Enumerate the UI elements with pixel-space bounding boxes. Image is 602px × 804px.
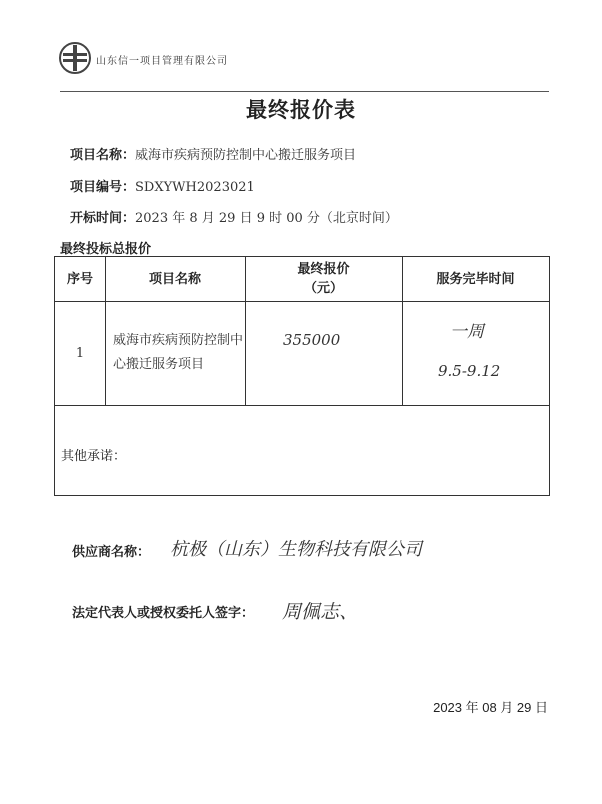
representative-signature: 周佩志、 [282,601,359,623]
header-price: 最终报价 （元） [297,262,350,296]
header-divider [60,91,549,92]
project-no-value: SDXYWH2023021 [135,180,255,195]
representative-label: 法定代表人或授权委托人签字： [72,606,255,621]
project-name-value: 威海市疾病预防控制中心搬迁服务项目 [135,148,357,163]
project-no-field [70,176,255,195]
row-name: 威海市疾病预防控制中心搬迁服务项目 [113,333,244,372]
open-time-field [70,207,398,226]
supplier-name-handwritten: 杭极（山东）生物科技有限公司 [170,539,422,560]
header-name: 项目名称 [148,271,201,287]
open-time-value: 2023 年 8 月 29 日 9 时 00 分（北京时间） [135,211,398,226]
row-completion-period: 一周 [450,322,484,342]
header-completion: 服务完毕时间 [436,271,515,287]
page-title: 最终报价表 [246,98,356,122]
project-no-label: 项目编号： [70,180,136,195]
document-date: 2023 年 08 月 29 日 [433,700,548,715]
row-no: 1 [75,345,85,361]
table-rule [55,405,549,406]
section-title: 最终投标总报价 [60,242,152,257]
project-name-label: 项目名称： [70,148,136,163]
supplier-label: 供应商名称： [72,545,151,560]
open-time-label: 开标时间： [70,211,136,226]
quote-table [54,256,550,496]
header-no: 序号 [66,271,93,287]
company-logo [57,40,93,76]
row-price: 355000 [283,331,341,349]
project-name-field [70,144,356,163]
row-completion-dates: 9.5-9.12 [438,362,501,380]
other-commitments-label: 其他承诺： [61,449,127,464]
company-name: 山东信一项目管理有限公司 [96,56,228,67]
